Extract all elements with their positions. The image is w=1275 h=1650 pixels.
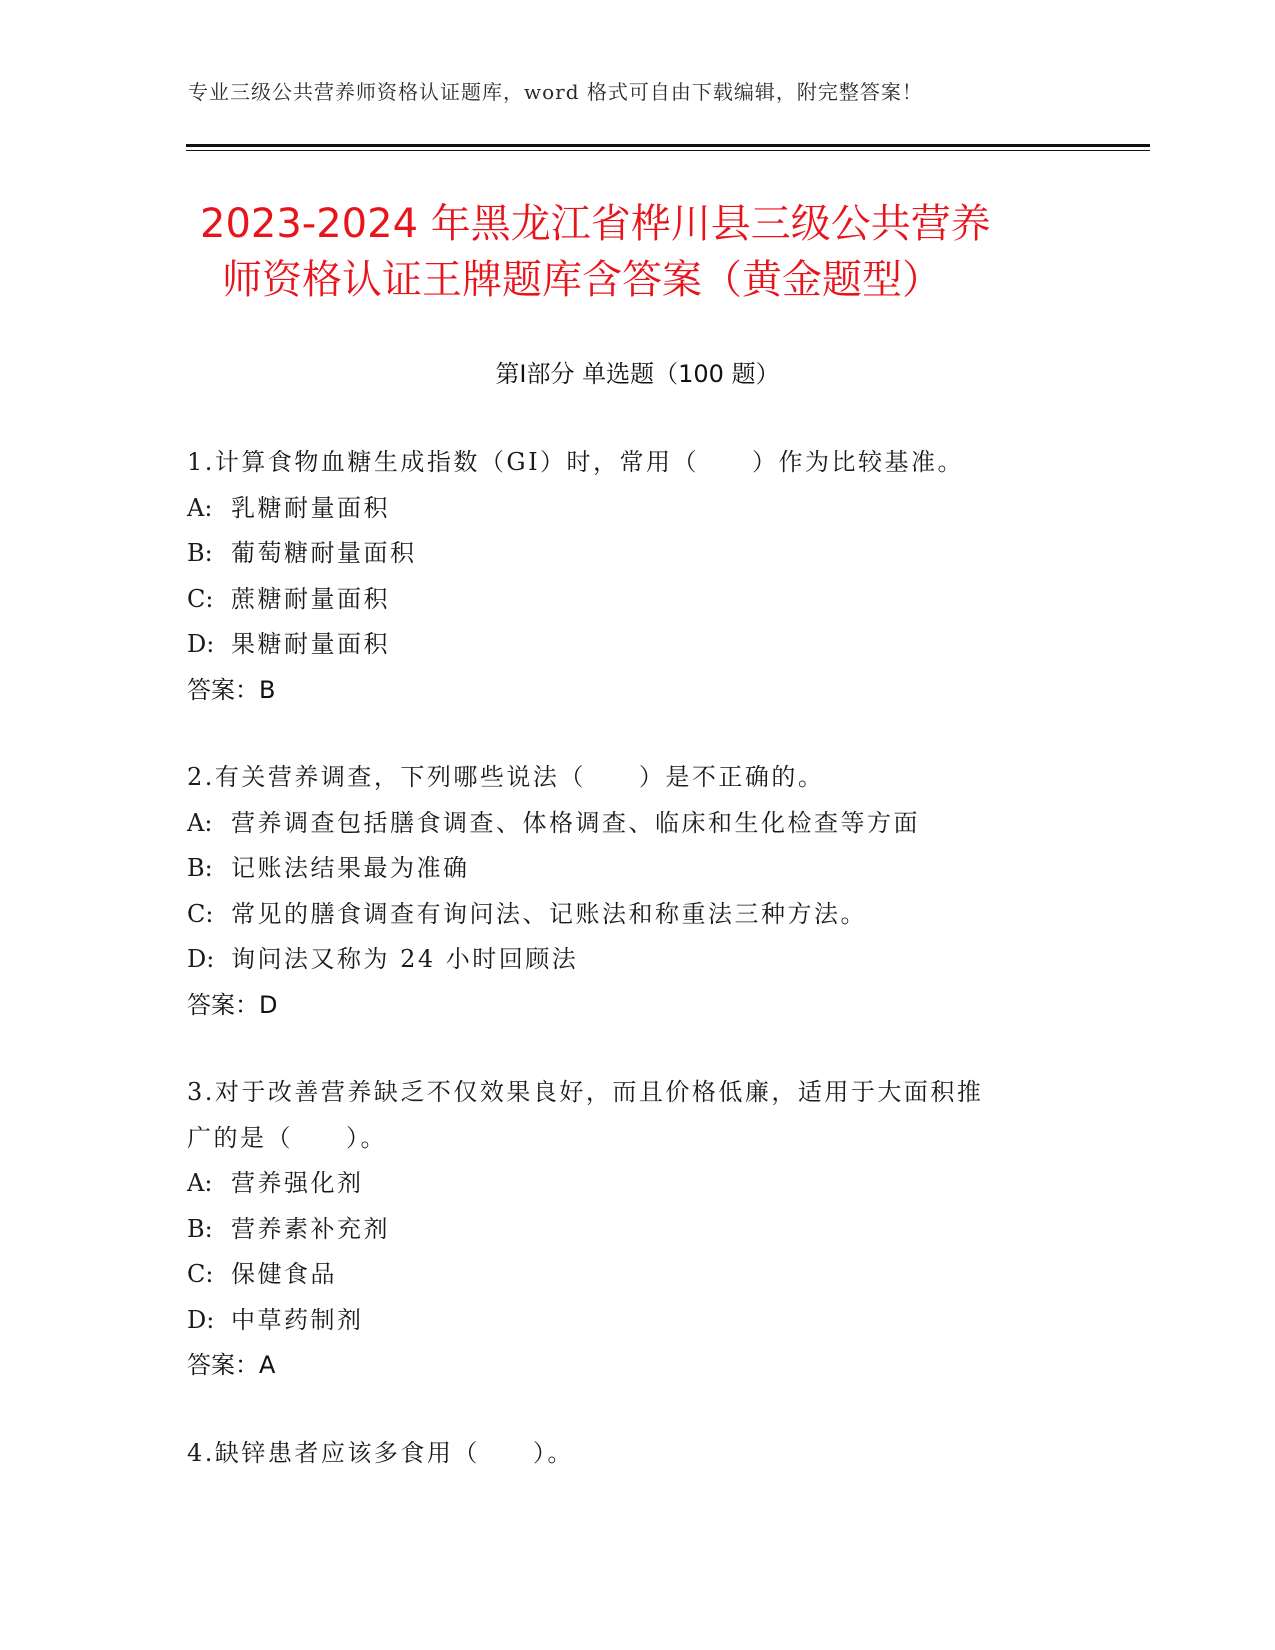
option-text: 乳糖耐量面积: [231, 493, 390, 522]
option-letter: C:: [187, 899, 214, 928]
option-a: [187, 801, 1087, 847]
question-stem: [187, 1431, 1087, 1477]
option-text: 保健食品: [231, 1260, 337, 1288]
option-text: 营养调查包括膳食调查、体格调查、临床和生化检查等方面: [231, 808, 920, 837]
question-item: [187, 1070, 1087, 1389]
header-tagline: 专业三级公共营养师资格认证题库，word 格式可自由下载编辑，附完整答案！: [188, 80, 923, 104]
question-stem: [187, 755, 1087, 801]
question-stem-line: 2.有关营养调查，下列哪些说法（ ）是不正确的。: [187, 763, 825, 791]
option-letter: A:: [187, 493, 213, 522]
option-c: [187, 1252, 1087, 1298]
option-b: [187, 1207, 1087, 1253]
question-item: [187, 1431, 1087, 1477]
answer-line: 答案：A: [187, 1351, 276, 1379]
answer-line: 答案：D: [187, 990, 278, 1019]
question-item: [187, 755, 1087, 1028]
option-d: [187, 937, 1087, 983]
header-divider-thin: [186, 150, 1150, 151]
answer-line: 答案：B: [187, 675, 276, 704]
question-stem-line: 4.缺锌患者应该多食用（ ）。: [187, 1438, 574, 1467]
option-letter: D:: [187, 945, 215, 973]
option-letter: B:: [187, 854, 213, 882]
option-text: 记账法结果最为准确: [231, 854, 470, 882]
option-c: [187, 577, 1087, 623]
title-line-1: 2023-2024 年黑龙江省桦川县三级公共营养: [200, 201, 991, 247]
option-d: [187, 622, 1087, 668]
option-text: 询问法又称为 24 小时回顾法: [231, 945, 579, 973]
option-letter: C:: [187, 584, 214, 613]
option-text: 营养素补充剂: [231, 1214, 390, 1243]
option-letter: B:: [187, 539, 213, 567]
option-a: [187, 1161, 1087, 1207]
option-text: 葡萄糖耐量面积: [231, 539, 417, 567]
option-text: 果糖耐量面积: [231, 630, 390, 658]
option-a: [187, 486, 1087, 532]
question-stem: [187, 1070, 1087, 1161]
option-letter: A:: [187, 1169, 213, 1197]
question-list: [187, 440, 1087, 1518]
question-stem: [187, 440, 1087, 486]
option-text: 常见的膳食调查有询问法、记账法和称重法三种方法。: [231, 899, 867, 928]
header-divider-thick: [186, 144, 1150, 147]
option-text: 蔗糖耐量面积: [231, 584, 390, 613]
option-d: [187, 1298, 1087, 1344]
option-b: [187, 531, 1087, 577]
option-c: [187, 892, 1087, 938]
section-heading: 第Ⅰ部分 单选题（100 题）: [495, 360, 780, 388]
question-stem-line: 1.计算食物血糖生成指数（GI）时，常用（ ）作为比较基准。: [187, 448, 965, 476]
option-letter: D:: [187, 630, 215, 658]
option-letter: B:: [187, 1214, 213, 1243]
question-item: [187, 440, 1087, 713]
title-line-2: 师资格认证王牌题库含答案（黄金题型）: [222, 257, 942, 303]
document-title: [200, 196, 1100, 308]
option-letter: C:: [187, 1260, 214, 1288]
option-letter: A:: [187, 808, 213, 837]
option-text: 营养强化剂: [231, 1169, 364, 1197]
question-stem-line: 3.对于改善营养缺乏不仅效果良好，而且价格低廉，适用于大面积推: [187, 1078, 984, 1106]
option-b: [187, 846, 1087, 892]
option-text: 中草药制剂: [231, 1305, 364, 1334]
option-letter: D:: [187, 1305, 215, 1334]
question-stem-line: 广的是（ ）。: [187, 1123, 387, 1152]
